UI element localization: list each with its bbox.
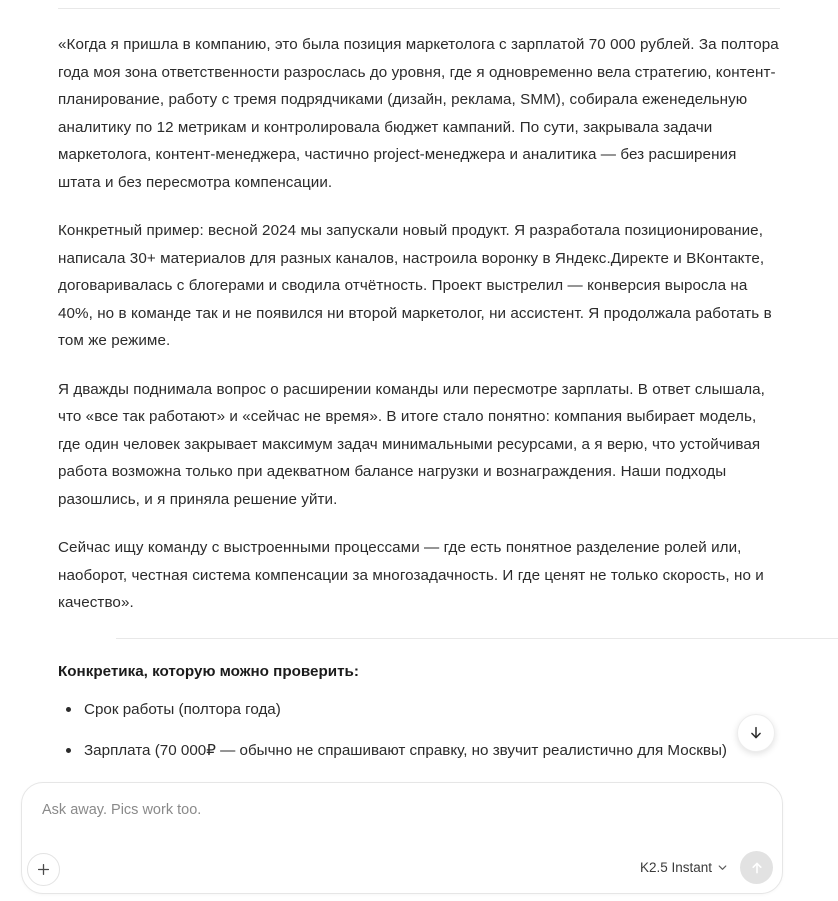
- paragraph-1: «Когда я пришла в компанию, это была позиция маркетолога с зарплатой 70 000 рублей. За полтора года моя зона ответственности разрослась до уровня, где я одновременно вела стратегию, контент-планирование, работу с тремя подрядчиками (дизайн, реклама, SMM), собирала еженедельную аналитику по 12 метрикам и контролировала бюджет кампаний. По сути, закрывала задачи маркетолога, контент-менеджера, частично project-менеджера и аналитика — без расширения штата и без пересмотра компенсации.: [58, 36, 779, 191]
- section-heading: Конкретика, которую можно проверить:: [58, 662, 359, 680]
- list-item-label: Срок работы (полтора года): [84, 700, 281, 718]
- scroll-to-bottom-button[interactable]: [737, 714, 775, 752]
- paragraph-2: Конкретный пример: весной 2024 мы запускали новый продукт. Я разработала позиционирование, написала 30+ материалов для разных каналов, настроила воронку в Яндекс.Директе и ВКонтакте, договаривалась с блогерами и сводила отчётность. Проект выстрелил — конверсия выросла на 40%, но в команде так и не появился ни второй маркетолог, ни ассистент. Я продолжала работать в том же режиме.: [58, 222, 772, 349]
- model-selector-label: K2.5 Instant: [639, 860, 712, 875]
- bullet-dot-icon: [66, 707, 71, 712]
- arrow-down-icon: [748, 725, 764, 741]
- assistant-message: [0, 31, 804, 846]
- composer-box[interactable]: [21, 782, 783, 894]
- bullet-dot-icon: [66, 748, 71, 753]
- send-button[interactable]: [740, 851, 773, 884]
- paragraph-3: Я дважды поднимала вопрос о расширении команды или пересмотре зарплаты. В ответ слышала, что «все так работают» и «сейчас не время». В итоге стало понятно: компания выбирает модель, где один человек закрывает максимум задач минимальными ресурсами, а я верю, что устойчивая работа возможна только при адекватном балансе нагрузки и вознаграждения. Наши подходы разошлись, и я приняла решение уйти.: [58, 380, 765, 508]
- message-divider-top: [58, 8, 780, 9]
- chevron-down-icon: [717, 862, 728, 873]
- plus-icon: [36, 862, 51, 877]
- composer-container: [0, 770, 804, 901]
- model-selector[interactable]: [638, 856, 730, 879]
- list-item-label: Зарплата (70 000₽ — обычно не спрашивают справку, но звучит реалистично для Москвы): [84, 741, 727, 759]
- add-attachment-button[interactable]: [27, 853, 60, 886]
- message-input[interactable]: [42, 800, 742, 820]
- section-divider: [116, 638, 838, 639]
- paragraph-4: Сейчас ищу команду с выстроенными процессами — где есть понятное разделение ролей или, наоборот, честная система компенсации за многозадачность. И где ценят не только скорость, но и качество».: [58, 539, 764, 611]
- list-item: [58, 738, 780, 764]
- composer-actions: [638, 851, 773, 884]
- arrow-up-icon: [749, 860, 765, 876]
- list-item: [58, 697, 780, 723]
